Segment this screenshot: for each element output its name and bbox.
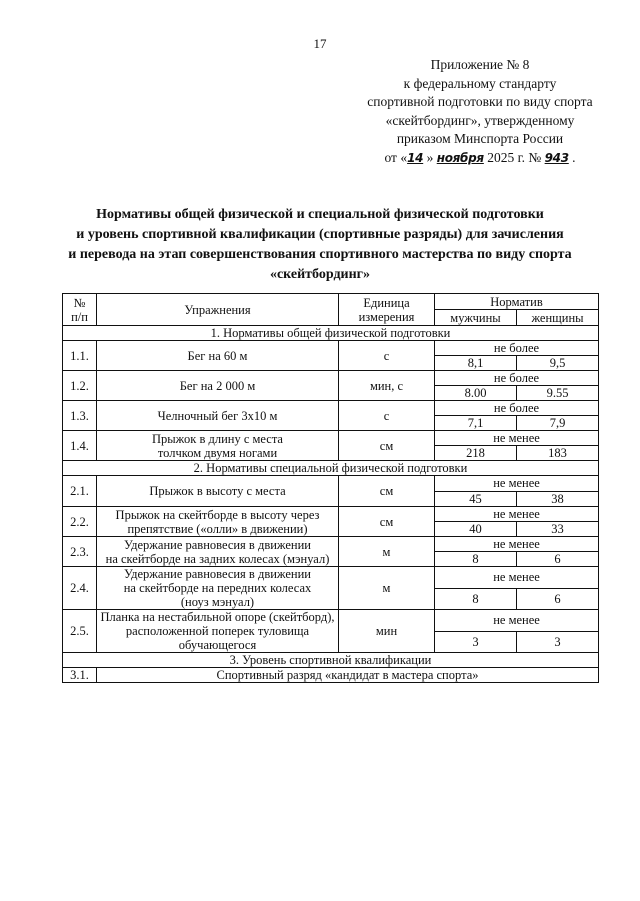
row-exercise: Прыжок на скейтборде в высоту через препятствие («олли» в движении) — [97, 507, 339, 537]
appendix-line: к федеральному стандарту — [403, 75, 557, 91]
row-number: 2.4. — [63, 567, 97, 610]
row-exercise: Прыжок в длину с места толчком двумя ногами — [97, 431, 339, 461]
women-value: 3 — [517, 631, 599, 653]
row-unit: с — [339, 401, 435, 431]
appendix-line: «скейтбординг», утвержденному — [385, 112, 575, 128]
row-number: 1.2. — [63, 371, 97, 401]
appendix-header — [330, 56, 630, 167]
row-unit: м — [339, 537, 435, 567]
row-exercise: Планка на нестабильной опоре (скейтборд), расположенной поперек туловища обучающегося — [97, 610, 339, 653]
row-number: 2.5. — [63, 610, 97, 653]
row-exercise: Бег на 60 м — [97, 341, 339, 371]
norm-condition: не менее — [435, 537, 599, 552]
norm-condition: не более — [435, 371, 599, 386]
order-date-line: от «14 » ноября 2025 г. № 943 . — [384, 149, 576, 165]
document-title: Нормативы общей физической и специальной физической подготовки и уровень спортивной квалификации (спортивные разряды) для зачисления и перевода на этап совершенствования спортивного мастерства по виду спорта «скейтбординг» — [68, 207, 572, 282]
men-value: 45 — [435, 491, 517, 507]
table-row — [63, 341, 599, 356]
header-number: № п/п — [63, 294, 97, 326]
section-heading: 2. Нормативы специальной физической подготовки — [63, 461, 599, 476]
norms-table — [62, 293, 599, 683]
table-row — [63, 567, 599, 589]
section-heading: 3. Уровень спортивной квалификации — [63, 653, 599, 668]
women-value: 6 — [517, 552, 599, 567]
handwritten-month: ноября — [436, 150, 484, 165]
row-number: 1.4. — [63, 431, 97, 461]
women-value: 7,9 — [517, 416, 599, 431]
women-value: 183 — [517, 446, 599, 461]
men-value: 3 — [435, 631, 517, 653]
appendix-line: спортивной подготовки по виду спорта — [367, 94, 593, 109]
header-women: женщины — [517, 310, 599, 326]
row-number: 3.1. — [63, 668, 97, 683]
row-unit: м — [339, 567, 435, 610]
row-qualification: Спортивный разряд «кандидат в мастера спорта» — [97, 668, 599, 683]
row-exercise: Челночный бег 3х10 м — [97, 401, 339, 431]
row-exercise: Бег на 2 000 м — [97, 371, 339, 401]
norm-condition: не более — [435, 341, 599, 356]
women-value: 9.55 — [517, 386, 599, 401]
row-unit: см — [339, 476, 435, 507]
header-men: мужчины — [435, 310, 517, 326]
row-exercise: Удержание равновесия в движении на скейтборде на задних колесах (мэнуал) — [97, 537, 339, 567]
page-number: 17 — [313, 36, 327, 51]
row-number: 2.3. — [63, 537, 97, 567]
row-unit: с — [339, 341, 435, 371]
row-number: 2.2. — [63, 507, 97, 537]
norm-condition: не менее — [435, 431, 599, 446]
handwritten-day: 14 — [407, 150, 424, 165]
men-value: 218 — [435, 446, 517, 461]
row-unit: см — [339, 431, 435, 461]
norm-condition: не более — [435, 401, 599, 416]
header-norm: Норматив — [435, 294, 599, 310]
men-value: 40 — [435, 522, 517, 537]
table-row — [63, 476, 599, 492]
row-unit: мин — [339, 610, 435, 653]
men-value: 8 — [435, 588, 517, 610]
women-value: 33 — [517, 522, 599, 537]
women-value: 9,5 — [517, 356, 599, 371]
women-value: 6 — [517, 588, 599, 610]
row-number: 1.1. — [63, 341, 97, 371]
norm-condition: не менее — [435, 567, 599, 589]
header-unit: Единица измерения — [339, 294, 435, 326]
row-number: 2.1. — [63, 476, 97, 507]
handwritten-number: 943 — [544, 150, 569, 165]
row-number: 1.3. — [63, 401, 97, 431]
row-unit: мин, с — [339, 371, 435, 401]
table-row — [63, 401, 599, 416]
men-value: 7,1 — [435, 416, 517, 431]
table-row — [63, 507, 599, 522]
appendix-line: Приложение № 8 — [430, 57, 530, 72]
row-unit: см — [339, 507, 435, 537]
header-exercise: Упражнения — [97, 294, 339, 326]
norm-condition: не менее — [435, 476, 599, 492]
section-heading: 1. Нормативы общей физической подготовки — [63, 326, 599, 341]
men-value: 8.00 — [435, 386, 517, 401]
appendix-line: приказом Минспорта России — [396, 131, 564, 146]
men-value: 8,1 — [435, 356, 517, 371]
norm-condition: не менее — [435, 610, 599, 632]
table-row — [63, 431, 599, 446]
women-value: 38 — [517, 491, 599, 507]
men-value: 8 — [435, 552, 517, 567]
row-exercise: Прыжок в высоту с места — [97, 476, 339, 507]
table-row — [63, 371, 599, 386]
table-row — [63, 610, 599, 632]
row-exercise: Удержание равновесия в движении на скейтборде на передних колесах (ноуз мэнуал) — [97, 567, 339, 610]
table-row — [63, 668, 599, 683]
table-row — [63, 537, 599, 552]
norm-condition: не менее — [435, 507, 599, 522]
